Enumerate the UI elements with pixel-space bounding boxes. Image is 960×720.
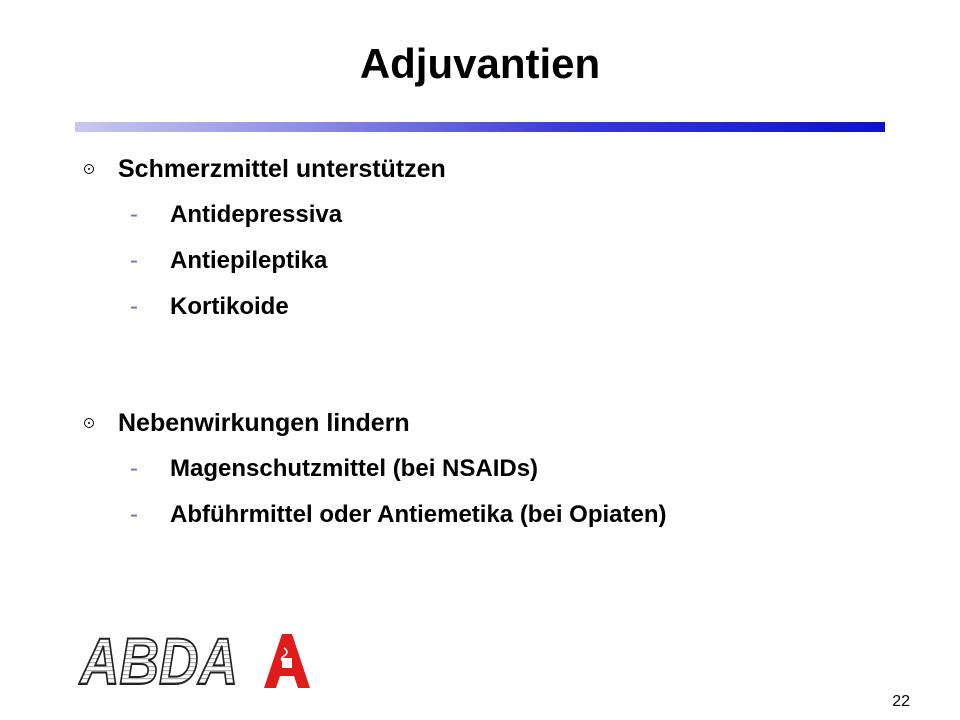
sub-item-text: Magenschutzmittel (bei NSAIDs) bbox=[170, 455, 539, 482]
sub-item bbox=[80, 284, 900, 330]
sub-item-text: Antidepressiva bbox=[170, 201, 343, 228]
page-number: 22 bbox=[892, 693, 910, 710]
sub-item bbox=[80, 446, 900, 492]
dash-icon: - bbox=[130, 501, 138, 528]
bullet-item bbox=[80, 146, 900, 192]
bullet-item bbox=[80, 400, 900, 446]
abda-logo bbox=[78, 630, 314, 690]
sub-item-text: Kortikoide bbox=[170, 293, 289, 320]
dash-icon: - bbox=[130, 293, 138, 320]
title-rule bbox=[75, 122, 885, 132]
bullet-text: Schmerzmittel unterstützen bbox=[118, 155, 446, 183]
apotheke-a-icon bbox=[264, 634, 310, 688]
sub-item bbox=[80, 238, 900, 284]
bullet-icon bbox=[84, 164, 94, 174]
section-support bbox=[80, 146, 900, 330]
bullet-icon bbox=[84, 418, 94, 428]
sub-item-text: Abführmittel oder Antiemetika (bei Opiaten) bbox=[170, 501, 667, 528]
sub-item bbox=[80, 492, 900, 538]
dash-icon: - bbox=[130, 201, 138, 228]
section-side-effects bbox=[80, 400, 900, 538]
slide-title: Adjuvantien bbox=[359, 40, 601, 87]
bullet-text: Nebenwirkungen lindern bbox=[118, 409, 410, 437]
dash-icon: - bbox=[130, 455, 138, 482]
abda-logo-text: ABDA bbox=[78, 630, 239, 690]
sub-item-text: Antiepileptika bbox=[170, 247, 328, 274]
sub-item bbox=[80, 192, 900, 238]
dash-icon: - bbox=[130, 247, 138, 274]
